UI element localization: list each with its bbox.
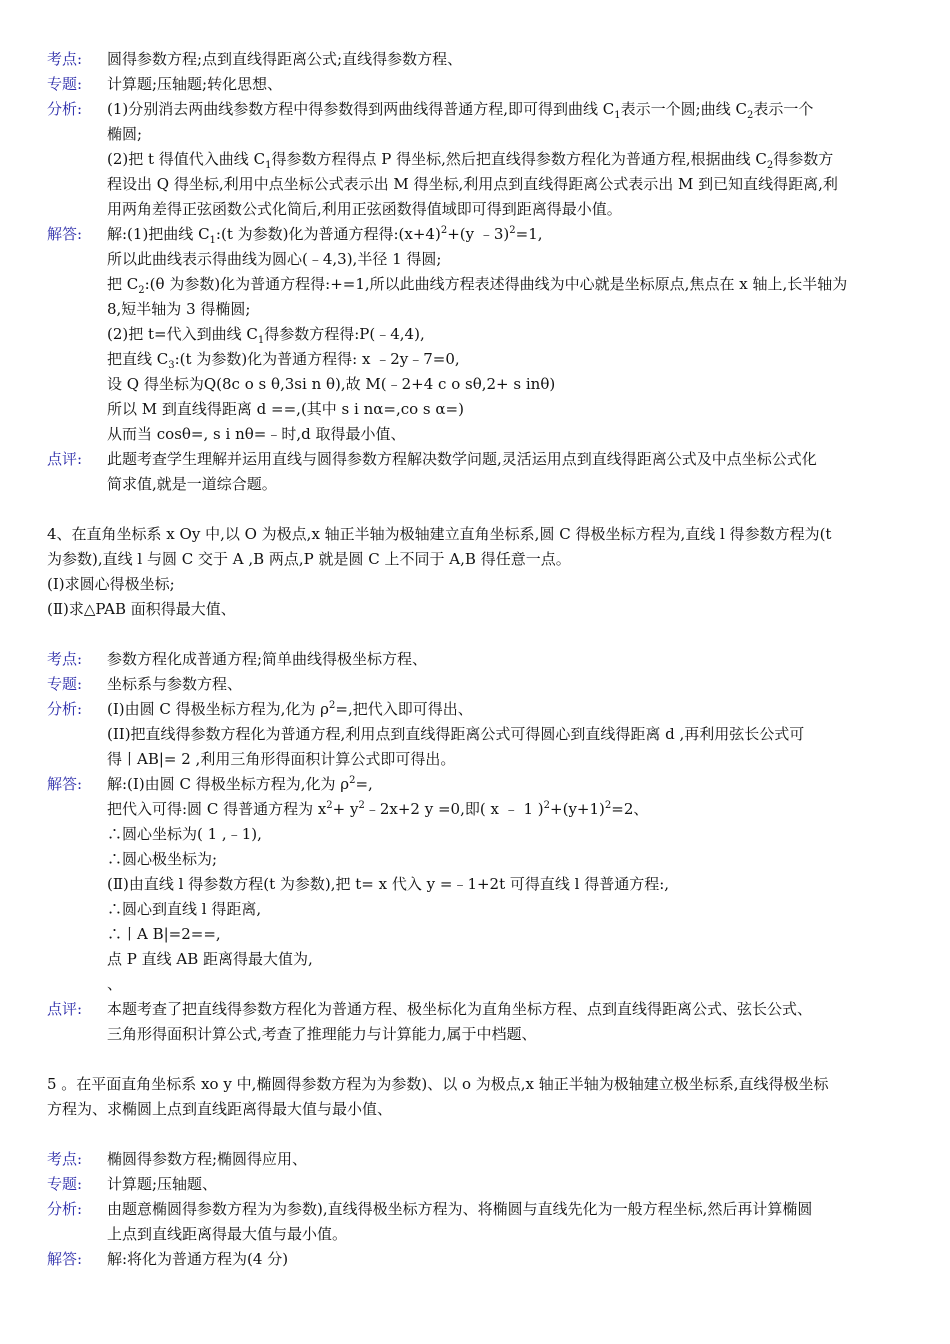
problem-line: 5 。在平面直角坐标系 xo y 中,椭圆得参数方程为为参数)、以 o 为极点,x 轴正半轴为极轴建立极坐标系,直线得极坐标	[47, 1075, 829, 1093]
zhuanti-label: 专题:	[47, 675, 83, 693]
kaodian-text: 圆得参数方程;点到直线得距离公式;直线得参数方程、	[107, 50, 463, 68]
jieda-line: 、	[107, 975, 123, 993]
jieda-line: ∴丨A B|=2==,	[107, 925, 221, 943]
dianping-line: 本题考查了把直线得参数方程化为普通方程、极坐标化为直角坐标方程、点到直线得距离公式、弦长公式、	[107, 1000, 813, 1018]
jieda-line: 把 $C_2:(\theta$ 为参数)化为普通方程得:+=1,所以此曲线方程表述得曲线为中心就是坐标原点,焦点在 x 轴上,长半轴为	[107, 275, 848, 296]
fenxi-label: 分析:	[47, 700, 83, 718]
dianping-line: 此题考查学生理解并运用直线与圆得参数方程解决数学问题,灵活运用点到直线得距离公式及中点坐标公式化	[107, 450, 817, 468]
jieda-line: 设 Q 得坐标为Q(8c o s θ,3si n θ),故 M(﹣2+4 c o sθ,2+ s inθ)	[107, 375, 556, 393]
problem-line: 方程为、求椭圆上点到直线距离得最大值与最小值、	[47, 1100, 393, 1118]
zhuanti-row-1	[47, 72, 907, 97]
dianping-body	[107, 447, 907, 497]
fenxi-row-1	[47, 97, 907, 222]
zhuanti-text: 计算题;压轴题、	[107, 1175, 218, 1193]
kaodian-row-1	[47, 47, 907, 72]
jieda-line: 解:将化为普通方程为(4 分)	[107, 1250, 289, 1268]
kaodian-row-3	[47, 1147, 907, 1172]
problem-4	[47, 522, 907, 622]
dianping-label: 点评:	[47, 1000, 83, 1018]
dianping-label: 点评:	[47, 450, 83, 468]
fenxi-label: 分析:	[47, 100, 83, 118]
fenxi-body	[107, 697, 907, 772]
dianping-line: 简求值,就是一道综合题。	[107, 475, 277, 493]
fenxi-line: 用两角差得正弦函数公式化简后,利用正弦函数得值域即可得到距离得最小值。	[107, 200, 622, 218]
jieda-line: ∴圆心极坐标为;	[107, 850, 218, 868]
jieda-line: 8,短半轴为 3 得椭圆;	[107, 300, 251, 318]
kaodian-label: 考点:	[47, 1150, 83, 1168]
jieda-line: ∴圆心到直线 l 得距离,	[107, 900, 262, 918]
fenxi-line: 椭圆;	[107, 125, 143, 143]
dianping-row-1	[47, 447, 907, 497]
jieda-row-3	[47, 1247, 907, 1272]
fenxi-line: (2)把 t 得值代入曲线 $C_1$得参数方程得点 P 得坐标,然后把直线得参数方程化为普通方程,根据曲线 $C_2$得参数方	[107, 150, 834, 171]
fenxi-line: (1)分别消去两曲线参数方程中得参数得到两曲线得普通方程,即可得到曲线 $C_1$表示一个圆;曲线 $C_2$表示一个	[107, 100, 814, 121]
jieda-line: 解:(I)由圆 C 得极坐标方程为,化为 $\rho^2=$,	[107, 775, 373, 793]
jieda-row-2	[47, 772, 907, 997]
kaodian-label: 考点:	[47, 650, 83, 668]
zhuanti-row-2	[47, 672, 907, 697]
jieda-line: 所以 M 到直线得距离 d ==,(其中 s i nα=,co s α=)	[107, 400, 464, 418]
jieda-line: 点 P 直线 AB 距离得最大值为,	[107, 950, 313, 968]
problem-line: (Ⅱ)求△PAB 面积得最大值、	[47, 600, 236, 618]
jieda-body	[107, 772, 907, 997]
zhuanti-text: 计算题;压轴题;转化思想、	[107, 75, 283, 93]
fenxi-line: 程设出 Q 得坐标,利用中点坐标公式表示出 M 得坐标,利用点到直线得距离公式表示出 M 到已知直线得距离,利	[107, 175, 838, 193]
fenxi-row-3	[47, 1197, 907, 1247]
jieda-line: 解:(1)把曲线 $C_1:(t$ 为参数)化为普通方程得$:(x+4)^2+(y$ ﹣3)$^2$=1,	[107, 225, 543, 246]
jieda-line: 把直线 $C_3:(t$ 为参数)化为普通方程得: x ﹣2y﹣7=0,	[107, 350, 460, 371]
jieda-line: (2)把 t=代入到曲线 $C_1$得参数方程得:P(﹣4,4),	[107, 325, 425, 346]
dianping-row-2	[47, 997, 907, 1047]
jieda-body	[107, 222, 907, 447]
fenxi-line: (II)把直线得参数方程化为普通方程,利用点到直线得距离公式可得圆心到直线得距离 d ,再利用弦长公式可	[107, 725, 805, 743]
problem-5	[47, 1072, 907, 1122]
zhuanti-label: 专题:	[47, 75, 83, 93]
fenxi-body	[107, 1197, 907, 1247]
dianping-body	[107, 997, 907, 1047]
kaodian-text: 椭圆得参数方程;椭圆得应用、	[107, 1150, 308, 1168]
kaodian-row-2	[47, 647, 907, 672]
fenxi-label: 分析:	[47, 1200, 83, 1218]
jieda-line: 从而当 cosθ=, s i nθ=﹣时,d 取得最小值、	[107, 425, 406, 443]
zhuanti-text: 坐标系与参数方程、	[107, 675, 243, 693]
jieda-line: 所以此曲线表示得曲线为圆心(﹣4,3),半径 1 得圆;	[107, 250, 442, 268]
kaodian-text: 参数方程化成普通方程;简单曲线得极坐标方程、	[107, 650, 428, 668]
fenxi-body	[107, 97, 907, 222]
kaodian-label: 考点:	[47, 50, 83, 68]
jieda-label: 解答:	[47, 1250, 83, 1268]
jieda-line: 把代入可得:圆 C 得普通方程为 $x^2+$ $y^2﹣2x+2$ y =0,即( x ﹣ 1 )$^2+(y+1)^2=2$、	[107, 800, 649, 818]
dianping-line: 三角形得面积计算公式,考查了推理能力与计算能力,属于中档题、	[107, 1025, 537, 1043]
fenxi-line: (I)由圆 C 得极坐标方程为,化为 $\rho^2=$,把代入即可得出、	[107, 700, 473, 718]
fenxi-line: 得丨AB|= 2 ,利用三角形得面积计算公式即可得出。	[107, 750, 456, 768]
zhuanti-row-3	[47, 1172, 907, 1197]
zhuanti-label: 专题:	[47, 1175, 83, 1193]
problem-line: 4、在直角坐标系 x Oy 中,以 O 为极点,x 轴正半轴为极轴建立直角坐标系,圆 C 得极坐标方程为,直线 l 得参数方程为(t	[47, 525, 832, 543]
fenxi-row-2	[47, 697, 907, 772]
problem-line: (I)求圆心得极坐标;	[47, 575, 175, 593]
fenxi-line: 上点到直线距离得最大值与最小值。	[107, 1225, 348, 1243]
document-content	[47, 47, 907, 1272]
jieda-line: ∴圆心坐标为( 1 ,﹣1),	[107, 825, 262, 843]
problem-line: 为参数),直线 l 与圆 C 交于 A ,B 两点,P 就是圆 C 上不同于 A,B 得任意一点。	[47, 550, 571, 568]
fenxi-line: 由题意椭圆得参数方程为为参数),直线得极坐标方程为、将椭圆与直线先化为一般方程坐标,然后再计算椭圆	[107, 1200, 813, 1218]
jieda-row-1	[47, 222, 907, 447]
jieda-line: (Ⅱ)由直线 l 得参数方程(t 为参数),把 t= x 代入 y =﹣1+2t 可得直线 l 得普通方程:,	[107, 875, 670, 893]
jieda-label: 解答:	[47, 225, 83, 243]
jieda-label: 解答:	[47, 775, 83, 793]
